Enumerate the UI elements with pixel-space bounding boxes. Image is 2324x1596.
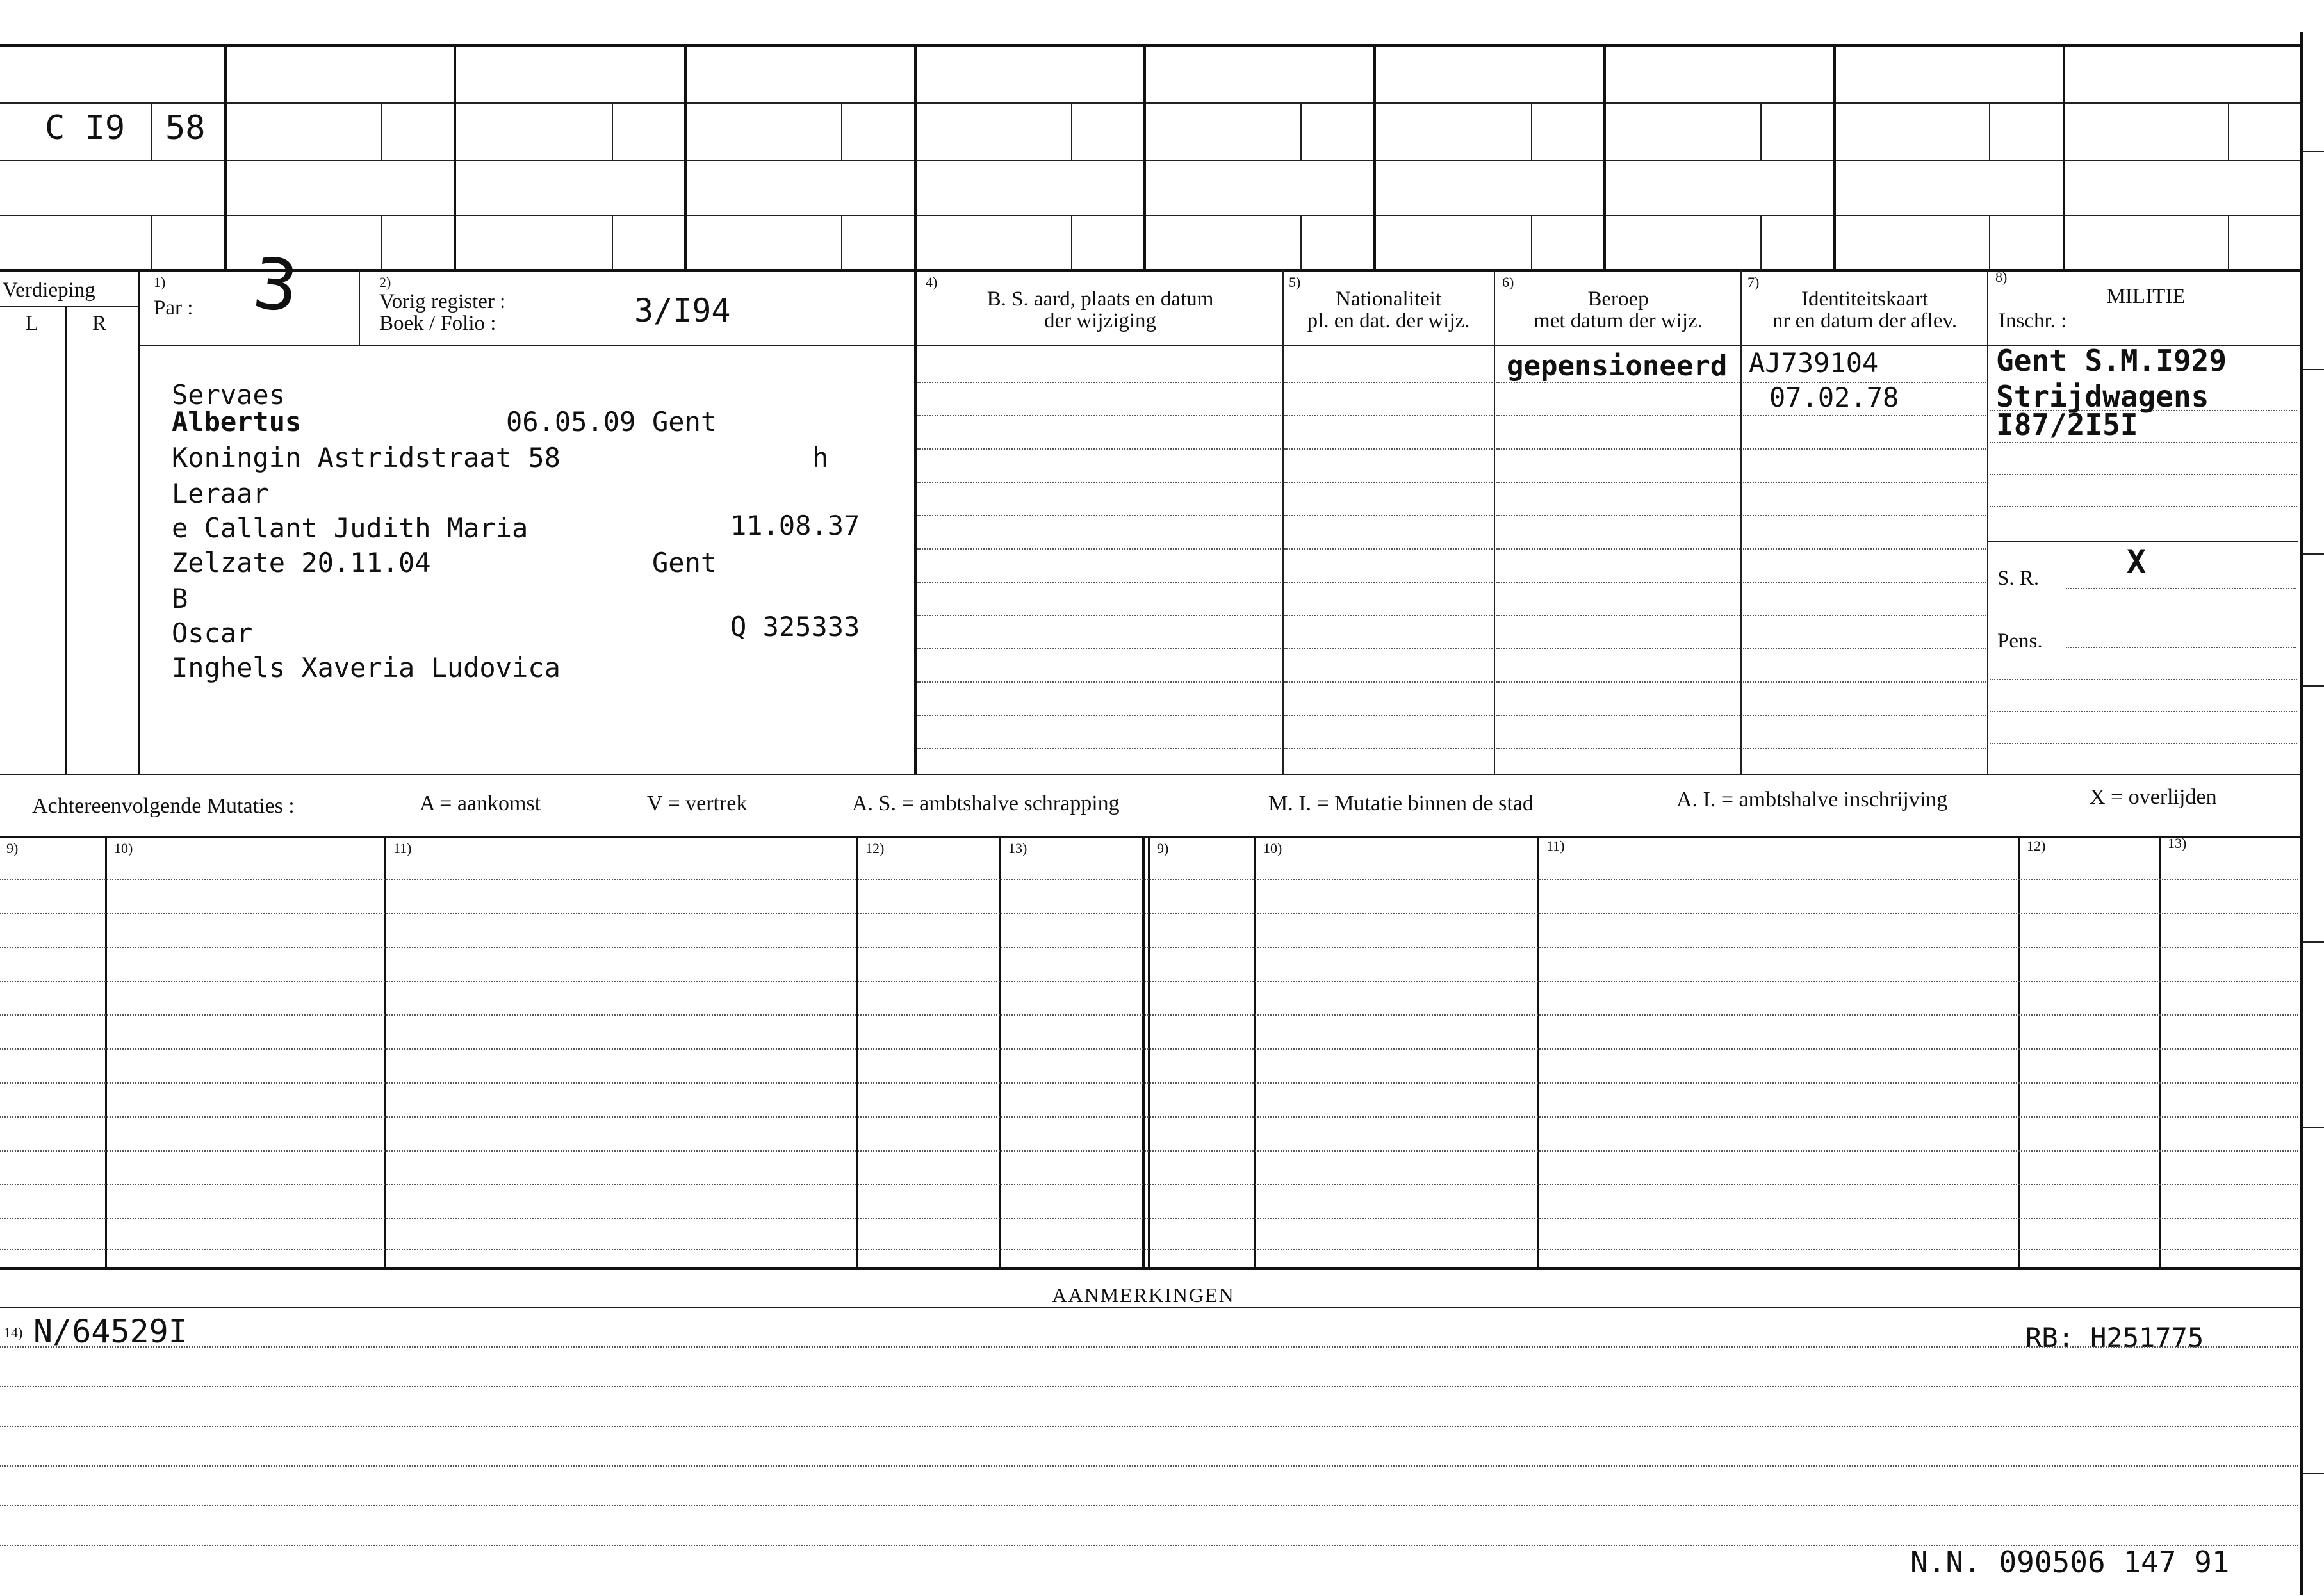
- mutatie-col-number: 9): [6, 840, 19, 856]
- marriage-date: 11.08.37: [730, 510, 860, 541]
- edge-tick: [2302, 685, 2324, 687]
- militie-line2: Strijdwagens: [1996, 379, 2209, 414]
- grid-line: [224, 45, 227, 270]
- col-number: 2): [379, 274, 391, 290]
- ruled-line: [0, 1465, 2298, 1467]
- grid-line: [1760, 102, 1762, 160]
- grid-line: [2228, 102, 2229, 160]
- grid-line: [1254, 837, 1256, 1267]
- ruled-line: [1496, 482, 1740, 483]
- mutatie-col-number: 12): [2027, 838, 2046, 854]
- grid-line: [1531, 215, 1532, 270]
- grid-line: [1603, 45, 1606, 270]
- ruled-line: [917, 415, 1281, 416]
- grid-line: [138, 345, 914, 346]
- grid-line: [2063, 45, 2065, 270]
- ruled-line: [0, 1386, 2298, 1387]
- ruled-line: [1284, 582, 1493, 583]
- bs-header-line2: der wijziging: [1043, 309, 1157, 332]
- militie-line3: I87/2I5I: [1996, 407, 2138, 442]
- reference-number: N/64529I: [33, 1313, 188, 1350]
- militie-header: MILITIE: [2106, 285, 2186, 308]
- ruled-line: [917, 681, 1281, 683]
- ruled-line: [1284, 448, 1493, 450]
- grid-line: [65, 306, 67, 774]
- grid-line: [1987, 270, 1988, 774]
- mutatie-col-number: 11): [393, 840, 412, 856]
- national-number: N.N. 090506 147 91: [1910, 1545, 2230, 1579]
- grid-line: [105, 837, 107, 1267]
- person-spouse: e Callant Judith Maria: [172, 512, 528, 544]
- edge-tick: [2302, 151, 2324, 152]
- ruled-line: [0, 1426, 2298, 1427]
- grid-line: [1988, 541, 2298, 542]
- ruled-line: [1284, 748, 1493, 749]
- grid-line: [0, 160, 2300, 161]
- ruled-line: [917, 482, 1281, 483]
- id-date: 07.02.78: [1769, 382, 1899, 413]
- legend-schrapping: A. S. = ambtshalve schrapping: [852, 792, 1120, 815]
- ruled-line: [2066, 647, 2296, 648]
- legend-overlijden: X = overlijden: [2090, 785, 2217, 809]
- grid-line: [1300, 215, 1302, 270]
- ruled-line: [1743, 648, 1986, 649]
- grid-line: [0, 1267, 2300, 1270]
- mutatie-col-number: 13): [1008, 840, 1027, 856]
- ruled-line: [1743, 548, 1986, 550]
- card-series: C I9: [45, 109, 126, 147]
- col-number: 6): [1502, 274, 1514, 290]
- beroep-value: gepensioneerd: [1507, 350, 1728, 382]
- ruled-line: [1284, 681, 1493, 683]
- pens-label: Pens.: [1997, 630, 2043, 653]
- grid-line: [914, 45, 917, 270]
- edge-tick: [2302, 553, 2324, 555]
- nationaliteit-header: Nationaliteit: [1336, 288, 1441, 311]
- ruled-line: [1990, 679, 2297, 680]
- grid-line: [856, 837, 858, 1267]
- ruled-line: [1743, 415, 1986, 416]
- ruled-line: [0, 981, 2298, 982]
- father-name: Oscar: [172, 617, 253, 649]
- grid-line: [1071, 215, 1072, 270]
- sr-label: S. R.: [1997, 567, 2040, 590]
- edge-tick: [2302, 941, 2324, 943]
- grid-line: [1143, 45, 1146, 270]
- grid-line: [454, 45, 456, 270]
- ruled-line: [0, 947, 2298, 948]
- grid-line: [384, 837, 386, 1267]
- inschr-label: Inschr. :: [1999, 309, 2067, 332]
- ruled-line: [1496, 748, 1740, 749]
- ruled-line: [1496, 615, 1740, 616]
- grid-line: [1148, 837, 1150, 1267]
- edge-tick: [2302, 369, 2324, 370]
- grid-line: [612, 215, 613, 270]
- mother-name: Inghels Xaveria Ludovica: [172, 652, 561, 683]
- ruled-line: [1284, 548, 1493, 550]
- ruled-line: [1496, 448, 1740, 450]
- ruled-line: [917, 648, 1281, 649]
- ruled-line: [917, 748, 1281, 749]
- birth-date: 06.05.09: [506, 406, 636, 437]
- ruled-line: [2066, 588, 2296, 589]
- ruled-line: [1496, 582, 1740, 583]
- grid-line: [0, 306, 138, 307]
- grid-line: [359, 270, 360, 345]
- grid-line: [914, 270, 917, 774]
- person-surname: Servaes: [172, 379, 286, 411]
- ruled-line: [1743, 681, 1986, 683]
- grid-line: [1142, 837, 1145, 1267]
- ruled-line: [1496, 715, 1740, 716]
- legend-mutatie: M. I. = Mutatie binnen de stad: [1268, 792, 1534, 815]
- ruled-line: [1284, 648, 1493, 649]
- mutaties-title: Achtereenvolgende Mutaties :: [32, 794, 295, 818]
- mutatie-col-number: 9): [1157, 840, 1169, 856]
- ruled-line: [0, 1048, 2298, 1050]
- grid-line: [2228, 215, 2229, 270]
- ruled-line: [1284, 482, 1493, 483]
- id-number: AJ739104: [1749, 347, 1879, 379]
- grid-line: [1494, 270, 1495, 774]
- vorig-register-label: Vorig register :: [379, 290, 506, 313]
- ruled-line: [917, 548, 1281, 550]
- grid-line: [1300, 102, 1302, 160]
- person-status: B: [172, 583, 188, 614]
- h-mark: h: [812, 442, 829, 473]
- legend-aankomst: A = aankomst: [420, 792, 541, 815]
- grid-line: [1537, 837, 1539, 1267]
- q-number: Q 325333: [730, 611, 860, 642]
- ruled-line: [1743, 515, 1986, 516]
- ruled-line: [0, 1116, 2298, 1118]
- grid-line: [0, 836, 2300, 838]
- par-mark: 3: [249, 241, 302, 329]
- verdieping-header: Verdieping: [3, 279, 95, 302]
- grid-line: [0, 102, 2300, 104]
- spouse-place: Gent: [652, 547, 717, 578]
- grid-line: [1740, 270, 1742, 774]
- ruled-line: [1284, 382, 1493, 383]
- beroep-subheader: met datum der wijz.: [1534, 309, 1703, 332]
- ruled-line: [0, 1014, 2298, 1016]
- col-number: 7): [1747, 274, 1760, 290]
- ruled-line: [0, 1150, 2298, 1152]
- aanmerkingen-title: AANMERKINGEN: [1052, 1283, 1235, 1307]
- grid-line: [612, 102, 613, 160]
- right-border: [2300, 32, 2303, 1595]
- grid-line: [1833, 45, 1836, 270]
- sr-value: X: [2127, 543, 2147, 580]
- top-border: [0, 44, 2300, 47]
- bs-header-line1: B. S. aard, plaats en datum: [986, 288, 1214, 311]
- ruled-line: [917, 615, 1281, 616]
- militie-line1: Gent S.M.I929: [1996, 343, 2227, 378]
- ruled-line: [1284, 415, 1493, 416]
- identiteitskaart-header: Identiteitskaart: [1801, 288, 1928, 311]
- ruled-line: [0, 1249, 2298, 1250]
- ruled-line: [0, 913, 2298, 914]
- grid-line: [381, 102, 382, 160]
- ruled-line: [1496, 548, 1740, 550]
- ruled-line: [0, 1505, 2298, 1506]
- ruled-line: [1496, 681, 1740, 683]
- ruled-line: [0, 1218, 2298, 1219]
- grid-line: [841, 215, 842, 270]
- grid-line: [0, 1307, 2300, 1308]
- grid-line: [1282, 270, 1284, 774]
- spouse-birthplace: Zelzate 20.11.04: [172, 547, 431, 578]
- boek-folio-value: 3/I94: [634, 292, 731, 329]
- person-address: Koningin Astridstraat 58: [172, 442, 561, 473]
- ruled-line: [917, 382, 1281, 383]
- col-number: 14): [4, 1324, 23, 1340]
- ruled-line: [1990, 711, 2297, 712]
- grid-line: [0, 774, 2300, 775]
- col-number: 8): [1995, 269, 2008, 285]
- grid-line: [1373, 45, 1376, 270]
- ruled-line: [1743, 448, 1986, 450]
- identiteitskaart-subheader: nr en datum der aflev.: [1772, 309, 1958, 332]
- ruled-line: [1496, 415, 1740, 416]
- mutatie-col-number: 13): [2168, 835, 2187, 851]
- col-number: 5): [1289, 274, 1301, 290]
- col-number: 4): [926, 274, 938, 290]
- ruled-line: [0, 1082, 2298, 1084]
- par-label: Par :: [154, 297, 193, 320]
- grid-line: [1760, 215, 1762, 270]
- ruled-line: [1743, 748, 1986, 749]
- grid-line: [1989, 102, 1990, 160]
- grid-line: [1071, 102, 1072, 160]
- legend-inschrijving: A. I. = ambtshalve inschrijving: [1676, 788, 1948, 811]
- grid-line: [138, 270, 140, 774]
- grid-line: [841, 102, 842, 160]
- ruled-line: [1990, 743, 2297, 744]
- grid-line: [151, 215, 152, 270]
- ruled-line: [0, 1346, 2298, 1348]
- person-firstname: Albertus: [172, 406, 302, 437]
- ruled-line: [1743, 715, 1986, 716]
- card-number: 58: [165, 109, 206, 147]
- ruled-line: [1743, 615, 1986, 616]
- grid-line: [151, 102, 152, 160]
- ruled-line: [0, 879, 2298, 880]
- person-occupation: Leraar: [172, 478, 269, 509]
- nationaliteit-subheader: pl. en dat. der wijz.: [1307, 309, 1470, 332]
- boek-folio-label: Boek / Folio :: [379, 312, 496, 335]
- ruled-line: [917, 715, 1281, 716]
- ruled-line: [917, 448, 1281, 450]
- rb-number: RB: H251775: [2025, 1322, 2204, 1353]
- ruled-line: [1284, 715, 1493, 716]
- grid-line: [0, 269, 2300, 272]
- ruled-line: [1496, 648, 1740, 649]
- ruled-line: [917, 515, 1281, 516]
- birth-place: Gent: [652, 406, 717, 437]
- mutatie-col-number: 10): [114, 840, 133, 856]
- grid-line: [1531, 102, 1532, 160]
- ruled-line: [1284, 615, 1493, 616]
- legend-vertrek: V = vertrek: [647, 792, 748, 815]
- ruled-line: [0, 1184, 2298, 1185]
- edge-tick: [2302, 1127, 2324, 1128]
- ruled-line: [1990, 506, 2297, 507]
- beroep-header: Beroep: [1587, 288, 1649, 311]
- edge-tick: [2302, 1473, 2324, 1474]
- ruled-line: [917, 582, 1281, 583]
- ruled-line: [1496, 515, 1740, 516]
- ruled-line: [1990, 474, 2297, 475]
- ruled-line: [1990, 442, 2297, 443]
- ruled-line: [1743, 482, 1986, 483]
- grid-line: [381, 215, 382, 270]
- grid-line: [999, 837, 1001, 1267]
- grid-line: [1989, 215, 1990, 270]
- r-header: R: [92, 312, 106, 335]
- grid-line: [2159, 837, 2161, 1267]
- grid-line: [2018, 837, 2020, 1267]
- mutatie-col-number: 11): [1546, 838, 1565, 854]
- mutatie-col-number: 10): [1263, 840, 1282, 856]
- l-header: L: [25, 312, 39, 335]
- grid-line: [0, 215, 2300, 216]
- grid-line: [684, 45, 687, 270]
- ruled-line: [1743, 582, 1986, 583]
- mutatie-col-number: 12): [865, 840, 885, 856]
- col-number: 1): [154, 274, 166, 290]
- ruled-line: [1284, 515, 1493, 516]
